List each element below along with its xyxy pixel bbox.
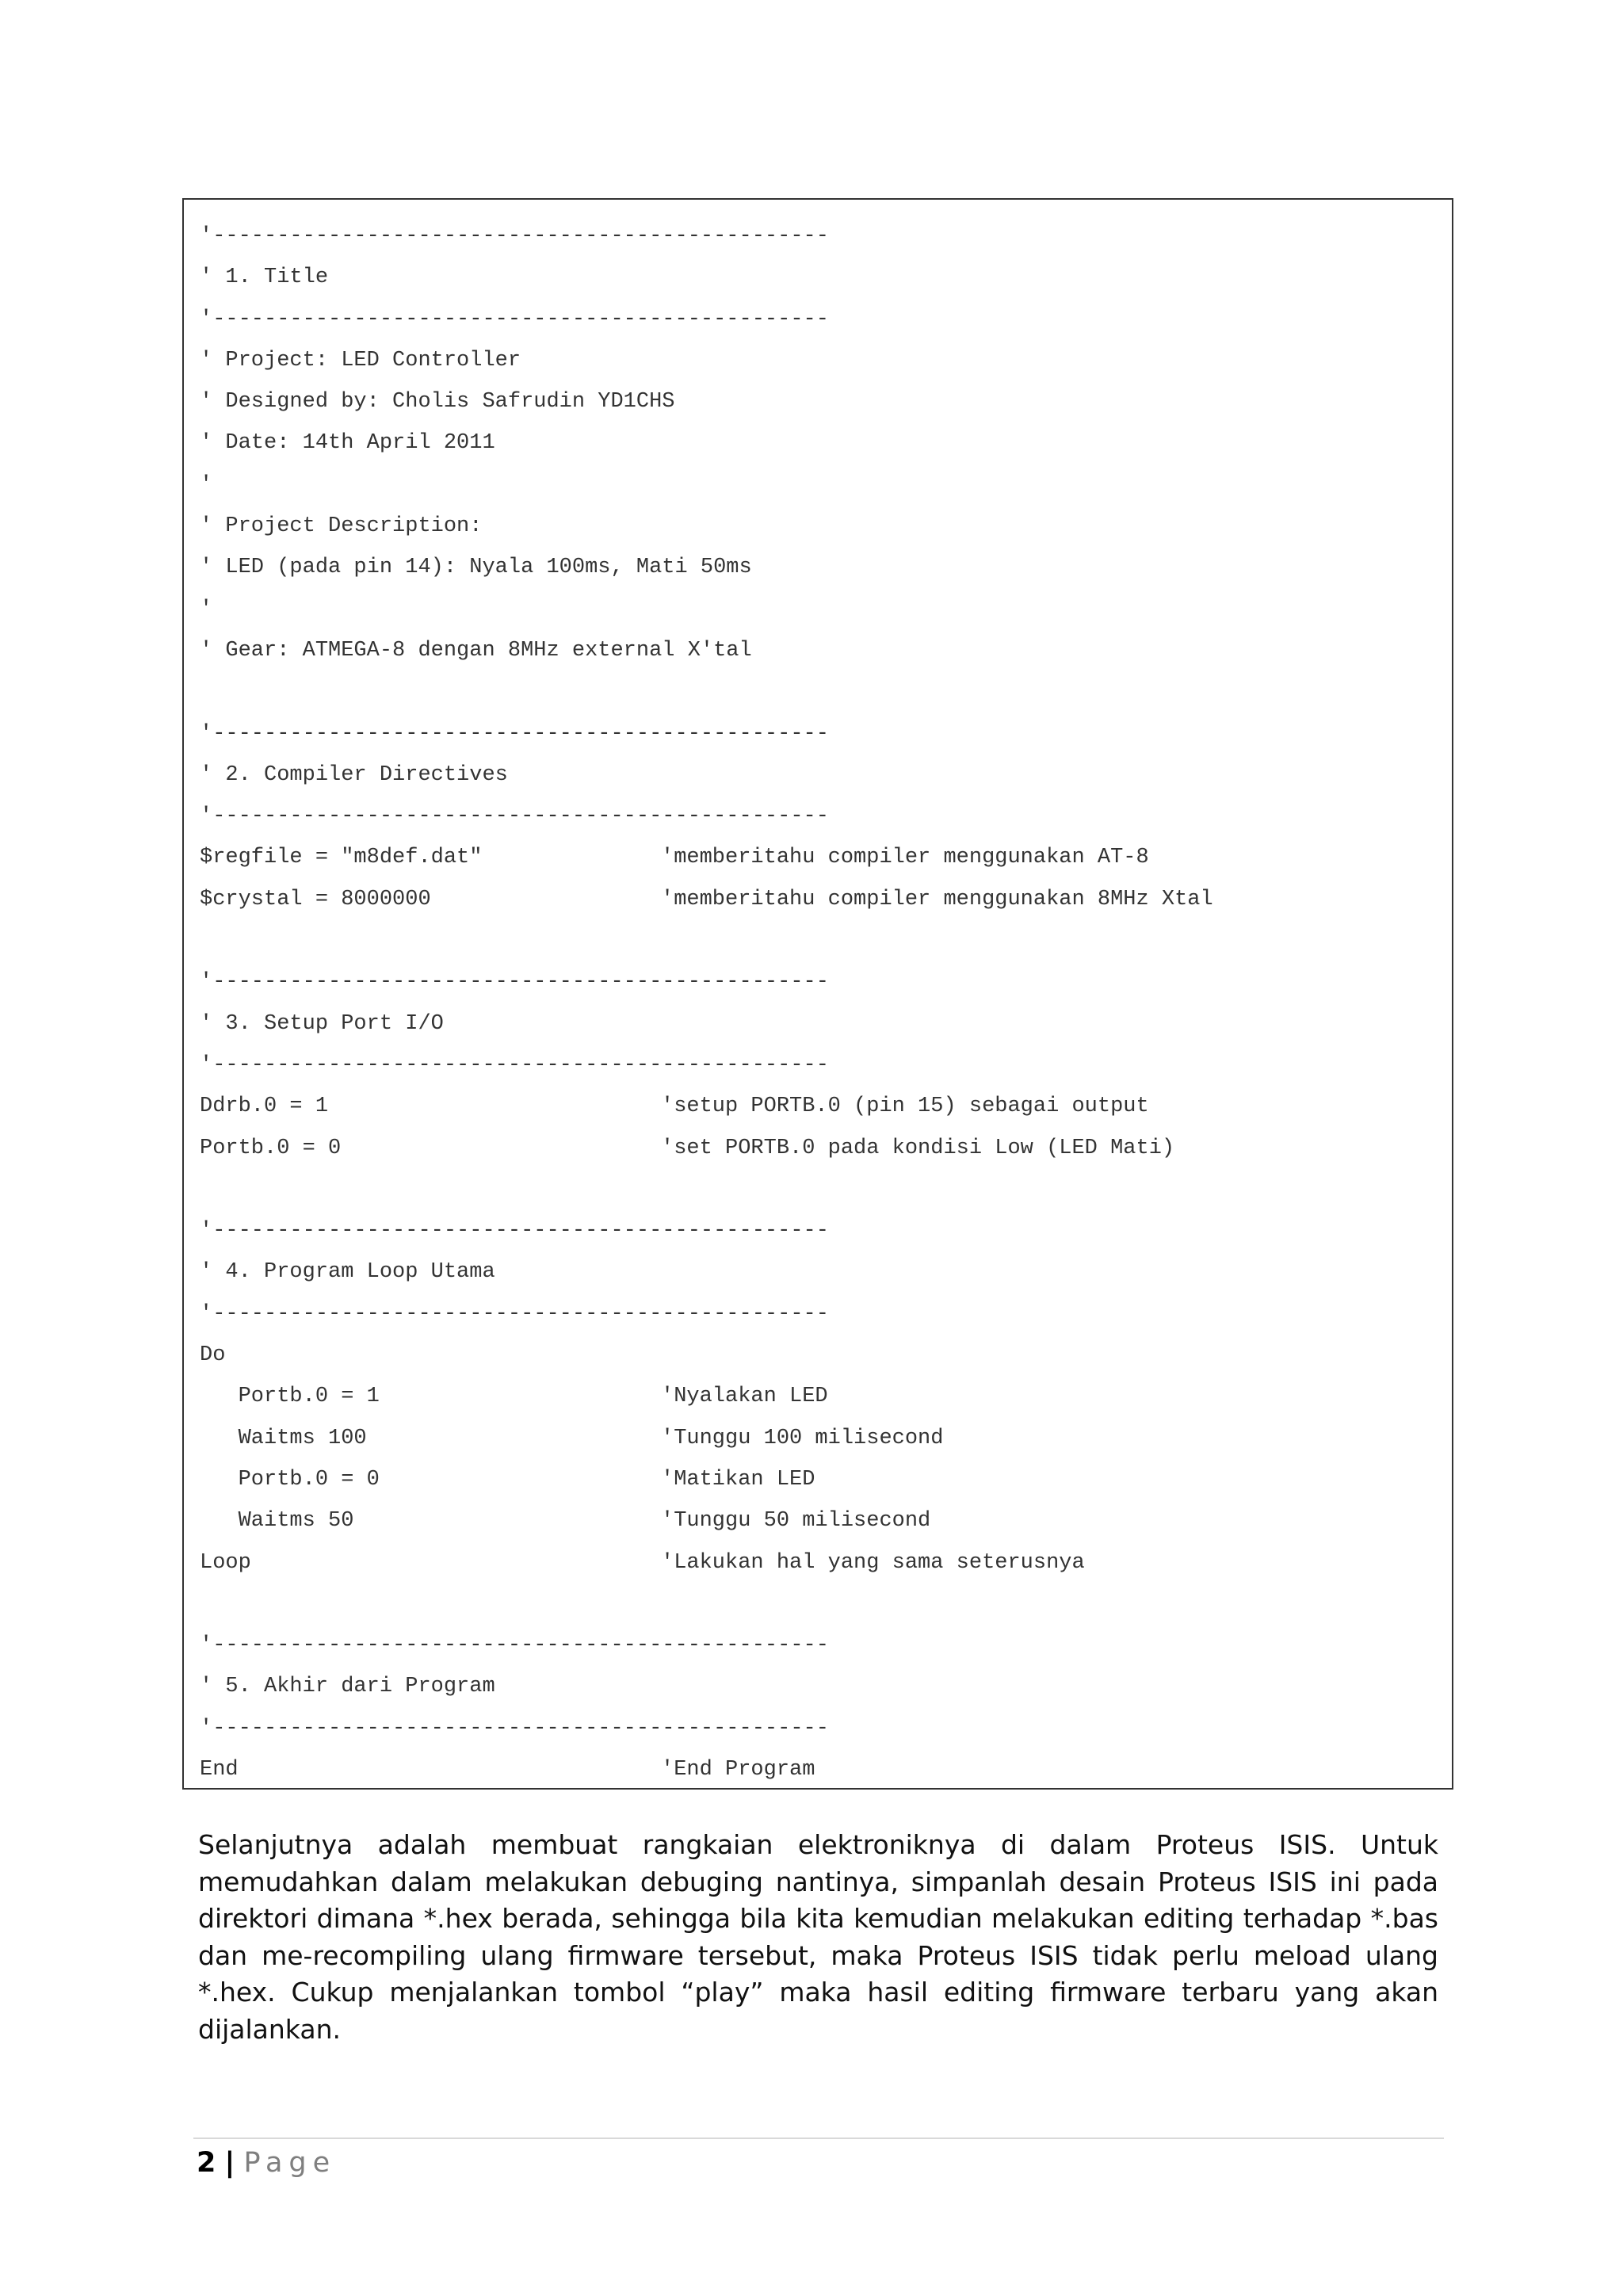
code-line bbox=[200, 381, 1436, 422]
code-statement: ' 2. Compiler Directives bbox=[200, 762, 508, 787]
code-line bbox=[200, 1459, 1436, 1500]
code-line bbox=[200, 1376, 1436, 1417]
code-statement: Ddrb.0 = 1 bbox=[200, 1095, 329, 1119]
code-line bbox=[200, 1251, 1436, 1293]
code-listing bbox=[200, 216, 1436, 1790]
page-label: Page bbox=[243, 2147, 337, 2179]
code-statement: ' LED (pada pin 14): Nyala 100ms, Mati 50ms bbox=[200, 556, 752, 580]
code-statement: Portb.0 = 0 bbox=[200, 1467, 380, 1492]
code-line bbox=[200, 1045, 1436, 1086]
code-line bbox=[200, 961, 1436, 1003]
code-line bbox=[200, 1293, 1436, 1335]
code-statement: Waitms 50 bbox=[200, 1509, 354, 1534]
code-comment: 'memberitahu compiler menggunakan AT-8 bbox=[661, 846, 1149, 870]
code-line bbox=[200, 547, 1436, 588]
code-line bbox=[200, 589, 1436, 630]
code-statement: Portb.0 = 1 bbox=[200, 1385, 380, 1409]
code-comment: 'Tunggu 100 milisecond bbox=[661, 1426, 944, 1450]
code-comment: 'Tunggu 50 milisecond bbox=[661, 1509, 931, 1534]
code-line bbox=[200, 257, 1436, 298]
code-statement: ' Project Description: bbox=[200, 514, 483, 539]
page-footer bbox=[197, 2143, 336, 2183]
code-line bbox=[200, 630, 1436, 671]
code-line bbox=[200, 1625, 1436, 1666]
code-line bbox=[200, 1169, 1436, 1210]
code-comment: 'set PORTB.0 pada kondisi Low (LED Mati) bbox=[661, 1136, 1175, 1160]
code-statement: '------------------------------------------------ bbox=[200, 804, 829, 829]
page-number: 2 bbox=[197, 2147, 216, 2179]
code-statement: '------------------------------------------------ bbox=[200, 970, 829, 995]
code-statement: $crystal = 8000000 bbox=[200, 887, 431, 911]
code-line bbox=[200, 422, 1436, 464]
code-line bbox=[200, 1708, 1436, 1749]
code-statement: '------------------------------------------------ bbox=[200, 1052, 829, 1077]
code-comment: 'Nyalakan LED bbox=[661, 1385, 828, 1409]
code-statement: ' bbox=[200, 597, 213, 621]
code-statement: ' bbox=[200, 472, 213, 497]
code-line bbox=[200, 1003, 1436, 1045]
code-line bbox=[200, 299, 1436, 340]
code-line bbox=[200, 1749, 1436, 1790]
code-line bbox=[200, 216, 1436, 257]
code-statement: End bbox=[200, 1757, 239, 1782]
code-line bbox=[200, 796, 1436, 837]
code-line bbox=[200, 1666, 1436, 1707]
code-comment: 'Matikan LED bbox=[661, 1467, 815, 1492]
code-statement: '------------------------------------------------ bbox=[200, 224, 829, 248]
code-statement: ' 4. Program Loop Utama bbox=[200, 1260, 495, 1285]
body-paragraph: Selanjutnya adalah membuat rangkaian elektroniknya di dalam Proteus ISIS. Untuk memudahkan dalam melakukan debuging nantinya, simpanlah desain Proteus ISIS ini pada direktori dimana *.hex berada, sehingga bila kita kemudian melakukan editing terhadap *.bas dan me-recompiling ulang firmware tersebut, maka Proteus ISIS tidak perlu meload ulang *.hex. Cukup menjalankan tombol “play” maka hasil editing firmware terbaru yang akan dijalankan. bbox=[198, 1829, 1438, 2045]
code-line bbox=[200, 671, 1436, 712]
code-statement: '------------------------------------------------ bbox=[200, 721, 829, 746]
code-line bbox=[200, 464, 1436, 506]
code-statement: ' Project: LED Controller bbox=[200, 348, 521, 372]
code-statement: '------------------------------------------------ bbox=[200, 307, 829, 331]
code-comment: 'Lakukan hal yang sama seterusnya bbox=[661, 1550, 1085, 1575]
code-line bbox=[200, 506, 1436, 547]
code-statement: '------------------------------------------------ bbox=[200, 1716, 829, 1740]
code-statement: $regfile = "m8def.dat" bbox=[200, 846, 483, 870]
code-statement: ' Date: 14th April 2011 bbox=[200, 431, 495, 456]
code-line bbox=[200, 1500, 1436, 1541]
code-statement: Portb.0 = 0 bbox=[200, 1136, 342, 1160]
footer-separator: | bbox=[224, 2147, 235, 2179]
code-comment: 'memberitahu compiler menggunakan 8MHz Xtal bbox=[661, 887, 1213, 911]
code-line bbox=[200, 713, 1436, 755]
code-line bbox=[200, 837, 1436, 878]
code-statement: '------------------------------------------------ bbox=[200, 1301, 829, 1326]
code-statement: ' 5. Akhir dari Program bbox=[200, 1675, 495, 1699]
code-listing-box bbox=[182, 198, 1453, 1790]
code-line bbox=[200, 1086, 1436, 1127]
code-comment: 'End Program bbox=[661, 1757, 815, 1782]
code-statement: ' Designed by: Cholis Safrudin YD1CHS bbox=[200, 390, 675, 415]
code-line bbox=[200, 1542, 1436, 1584]
footer-divider bbox=[193, 2137, 1444, 2139]
code-statement: Do bbox=[200, 1343, 226, 1368]
code-line bbox=[200, 1210, 1436, 1251]
code-statement: '------------------------------------------------ bbox=[200, 1219, 829, 1244]
code-line bbox=[200, 1584, 1436, 1625]
code-line bbox=[200, 340, 1436, 381]
code-line bbox=[200, 879, 1436, 920]
code-line bbox=[200, 1418, 1436, 1459]
code-statement: ' 3. Setup Port I/O bbox=[200, 1011, 444, 1036]
code-statement: Waitms 100 bbox=[200, 1426, 367, 1450]
code-comment: 'setup PORTB.0 (pin 15) sebagai output bbox=[661, 1095, 1149, 1119]
code-statement: ' 1. Title bbox=[200, 266, 329, 290]
code-statement: '------------------------------------------------ bbox=[200, 1633, 829, 1658]
code-line bbox=[200, 920, 1436, 961]
code-line bbox=[200, 1128, 1436, 1169]
code-statement: ' Gear: ATMEGA-8 dengan 8MHz external X'tal bbox=[200, 638, 752, 663]
code-statement: Loop bbox=[200, 1550, 251, 1575]
code-line bbox=[200, 1335, 1436, 1376]
code-line bbox=[200, 755, 1436, 796]
